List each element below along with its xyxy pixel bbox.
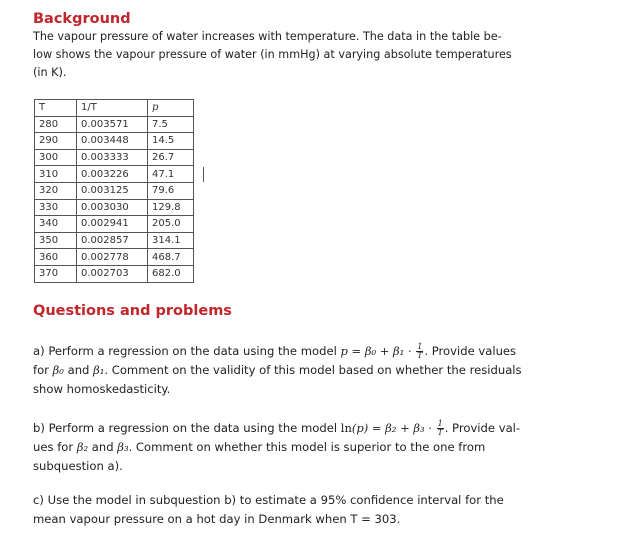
cell-t: 350: [35, 232, 77, 249]
cell-inv-t: 0.002941: [77, 216, 148, 233]
table-row: [35, 182, 194, 199]
intro-line: (in K).: [33, 66, 67, 79]
question-a: [33, 342, 545, 399]
cell-p: 47.1: [148, 166, 194, 183]
model-a-formula: p = β₀ + β₁ ·: [340, 344, 416, 358]
background-paragraph: [33, 28, 545, 82]
beta-1: β₁: [93, 363, 105, 377]
question-a-text: . Provide values: [424, 344, 517, 358]
cell-inv-t: 0.002778: [77, 249, 148, 266]
cell-inv-t: 0.002703: [77, 265, 148, 282]
table-row: [35, 216, 194, 233]
intro-line: low shows the vapour pressure of water (in mmHg) at varying absolute temperatures: [33, 48, 512, 61]
table-row: [35, 166, 194, 183]
table-row: [35, 116, 194, 133]
cell-t: 310: [35, 166, 77, 183]
question-c-text: mean vapour pressure on a hot day in Denmark when T = 303.: [33, 512, 401, 526]
table-row: [35, 249, 194, 266]
question-b-text: ues for: [33, 440, 77, 454]
question-b: [33, 419, 545, 476]
fraction-numerator: 1: [417, 342, 423, 351]
question-b-text: and: [88, 440, 118, 454]
cell-inv-t: 0.003448: [77, 133, 148, 150]
model-b-formula: (p) = β₂ + β₃ ·: [351, 421, 436, 435]
cell-p: 79.6: [148, 182, 194, 199]
cell-t: 370: [35, 265, 77, 282]
header-inverse-temperature: 1/T: [77, 100, 148, 117]
background-heading: Background: [33, 11, 131, 27]
table-row: [35, 149, 194, 166]
question-c: [33, 491, 545, 529]
question-b-text: . Provide val-: [444, 421, 521, 435]
question-a-text: . Comment on the validity of this model based on whether the residuals: [104, 363, 522, 377]
cell-inv-t: 0.003333: [77, 149, 148, 166]
beta-2: β₂: [76, 440, 89, 454]
fraction-denominator: T: [417, 351, 423, 360]
cell-t: 300: [35, 149, 77, 166]
question-a-text: for: [33, 363, 53, 377]
question-a-text: a) Perform a regression on the data using the model: [33, 344, 341, 358]
fraction-one-over-t: [416, 343, 423, 360]
cell-t: 340: [35, 216, 77, 233]
question-c-text: c) Use the model in subquestion b) to estimate a 95% confidence interval for the: [33, 493, 504, 507]
cell-p: 7.5: [148, 116, 194, 133]
questions-heading: Questions and problems: [33, 303, 232, 319]
question-a-text: and: [63, 363, 94, 377]
table-row: [35, 232, 194, 249]
cell-p: 682.0: [148, 265, 194, 282]
cell-inv-t: 0.003030: [77, 199, 148, 216]
cell-p: 14.5: [148, 133, 194, 150]
cell-t: 360: [35, 249, 77, 266]
question-a-text: show homoskedasticity.: [33, 382, 171, 396]
cell-p: 26.7: [148, 149, 194, 166]
ln-function: ln: [340, 421, 352, 435]
cell-t: 330: [35, 199, 77, 216]
header-temperature: T: [35, 100, 77, 117]
cell-t: 280: [35, 116, 77, 133]
header-pressure: p: [148, 100, 194, 117]
question-b-text: subquestion a).: [33, 459, 123, 473]
cell-t: 290: [35, 133, 77, 150]
table-row: [35, 265, 194, 282]
cell-inv-t: 0.003226: [77, 166, 148, 183]
cell-p: 205.0: [148, 216, 194, 233]
cell-inv-t: 0.002857: [77, 232, 148, 249]
fraction-numerator: 1: [437, 419, 443, 428]
beta-3: β₃: [117, 440, 129, 454]
fraction-one-over-t: [437, 420, 444, 437]
beta-0: β₀: [52, 363, 64, 377]
cell-p: 129.8: [148, 199, 194, 216]
question-b-text: . Comment on whether this model is superior to the one from: [128, 440, 486, 454]
table-header-row: [35, 100, 194, 117]
intro-line: The vapour pressure of water increases with temperature. The data in the table be-: [33, 30, 502, 43]
vapour-pressure-table: [34, 99, 194, 283]
table-row: [35, 199, 194, 216]
table-row: [35, 133, 194, 150]
cell-p: 314.1: [148, 232, 194, 249]
cell-inv-t: 0.003125: [77, 182, 148, 199]
table-border-artifact: [203, 167, 204, 182]
cell-p: 468.7: [148, 249, 194, 266]
cell-t: 320: [35, 182, 77, 199]
fraction-denominator: T: [437, 428, 443, 437]
question-b-text: b) Perform a regression on the data using the model: [33, 421, 341, 435]
cell-inv-t: 0.003571: [77, 116, 148, 133]
